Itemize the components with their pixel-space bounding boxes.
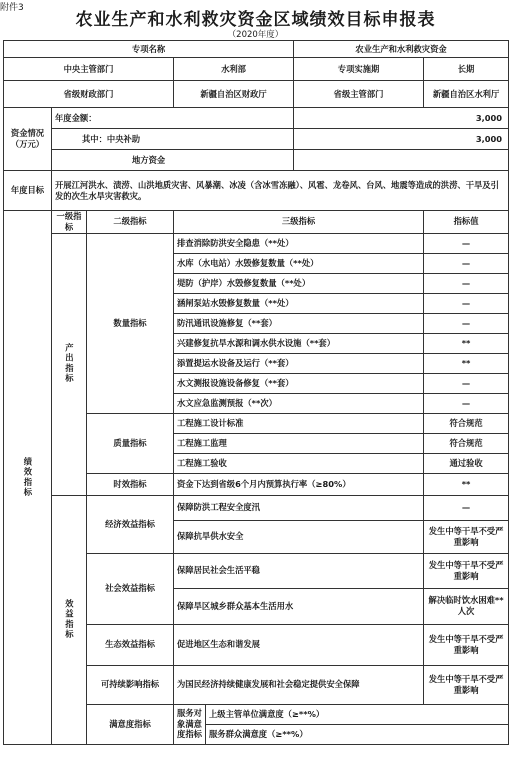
col-value-header: 指标值 [424, 211, 509, 234]
social-benefit-label: 社会效益指标 [87, 553, 174, 624]
indicator-name: 排查消除防洪安全隐患（**处） [174, 233, 424, 253]
col-level2-header: 二级指标 [87, 211, 174, 234]
indicator-value: — [424, 273, 509, 293]
indicator-name: 兴建修复抗旱水源和调水供水设施（**套） [174, 333, 424, 353]
col-level1-header: 一级指标 [52, 211, 87, 234]
local-funds-label: 地方资金 [52, 150, 294, 171]
indicator-name: 为国民经济持续健康发展和社会稳定提供安全保障 [174, 665, 424, 704]
indicator-value: — [424, 233, 509, 253]
indicator-name: 工程施工验收 [174, 453, 424, 473]
indicator-name: 水文应急监测预报（**次） [174, 393, 424, 413]
period-label: 专项实施期 [294, 58, 424, 81]
timeliness-indicators-label: 时效指标 [87, 473, 174, 495]
indicator-value: ** [424, 473, 509, 495]
central-subsidy-value: 3,000 [294, 129, 509, 150]
benefit-indicators-label: 效益指标 [52, 495, 87, 744]
central-subsidy-label: 其中：中央补助 [52, 129, 294, 150]
economic-benefit-label: 经济效益指标 [87, 495, 174, 553]
indicator-name: 保障居民社会生活平稳 [174, 553, 424, 588]
performance-indicators-label: 绩效指标 [4, 211, 52, 745]
indicator-name: 添置提运水设备及运行（**套） [174, 353, 424, 373]
indicator-value: 解决临时饮水困难**人次 [424, 588, 509, 624]
eco-benefit-label: 生态效益指标 [87, 624, 174, 665]
indicator-value: 符合规范 [424, 433, 509, 453]
indicator-value: — [424, 373, 509, 393]
indicator-name: 上级主管单位满意度（≥**%） [206, 704, 509, 724]
indicator-name: 保障防洪工程安全度汛 [174, 495, 424, 520]
indicator-name: 防汛通讯设施修复（**套） [174, 313, 424, 333]
annual-amount-label: 年度金额： [52, 108, 294, 129]
performance-target-table [3, 40, 509, 745]
prov-dept-label: 省级主管部门 [294, 81, 424, 108]
project-name-value: 农业生产和水利救灾资金 [294, 41, 509, 58]
attachment-label: 附件3 [0, 3, 24, 13]
central-dept-value: 水利部 [174, 58, 294, 81]
indicator-name: 保障抗旱供水安全 [174, 520, 424, 553]
indicator-value: — [424, 393, 509, 413]
quantity-indicators-label: 数量指标 [87, 233, 174, 413]
quality-indicators-label: 质量指标 [87, 413, 174, 473]
indicator-name: 工程施工监理 [174, 433, 424, 453]
indicator-value: — [424, 293, 509, 313]
prov-dept-value: 新疆自治区水利厅 [424, 81, 509, 108]
prov-finance-label: 省级财政部门 [4, 81, 174, 108]
indicator-name: 服务群众满意度（≥**%） [206, 724, 509, 744]
indicator-value: — [424, 495, 509, 520]
local-funds-value [294, 150, 509, 171]
satisfaction-indicators-label: 满意度指标 [87, 704, 174, 744]
indicator-value: 发生中等干旱不受严重影响 [424, 553, 509, 588]
indicator-value: — [424, 253, 509, 273]
indicator-name: 保障旱区城乡群众基本生活用水 [174, 588, 424, 624]
sustain-impact-label: 可持续影响指标 [87, 665, 174, 704]
service-satisfaction-label: 服务对象满意度指标 [174, 704, 206, 744]
indicator-name: 工程施工设计标准 [174, 413, 424, 433]
indicator-name: 水文测报设施设备修复（**套） [174, 373, 424, 393]
col-level3-header: 三级指标 [174, 211, 424, 234]
output-indicators-label: 产出指标 [52, 233, 87, 495]
annual-goal-label: 年度目标 [4, 171, 52, 211]
indicator-value: ** [424, 353, 509, 373]
indicator-value: ** [424, 333, 509, 353]
annual-amount-value: 3,000 [294, 108, 509, 129]
central-dept-label: 中央主管部门 [4, 58, 174, 81]
indicator-name: 堤防（护岸）水毁修复数量（**处） [174, 273, 424, 293]
indicator-name: 涵闸泵站水毁修复数量（**处） [174, 293, 424, 313]
indicator-name: 促进地区生态和谐发展 [174, 624, 424, 665]
indicator-name: 资金下达到省级6个月内预算执行率（≥80%） [174, 473, 424, 495]
indicator-name: 水库（水电站）水毁修复数量（**处） [174, 253, 424, 273]
period-value: 长期 [424, 58, 509, 81]
indicator-value: 发生中等干旱不受严重影响 [424, 520, 509, 553]
indicator-value: 通过验收 [424, 453, 509, 473]
indicator-value: — [424, 313, 509, 333]
form-year: （2020年度） [227, 30, 284, 40]
funds-label: 资金情况（万元） [4, 108, 52, 171]
indicator-value: 符合规范 [424, 413, 509, 433]
indicator-value: 发生中等干旱不受严重影响 [424, 665, 509, 704]
indicator-value: 发生中等干旱不受严重影响 [424, 624, 509, 665]
annual-goal-text: 开展江河洪水、渍涝、山洪地质灾害、风暴潮、冰凌（含冰雪冻融）、风雹、龙卷风、台风、地震等造成的洪涝、干旱及引发的次生水旱灾害救灾。 [52, 171, 509, 211]
project-name-label: 专项名称 [4, 41, 294, 58]
prov-finance-value: 新疆自治区财政厅 [174, 81, 294, 108]
form-title: 农业生产和水利救灾资金区域绩效目标申报表 [75, 10, 436, 30]
